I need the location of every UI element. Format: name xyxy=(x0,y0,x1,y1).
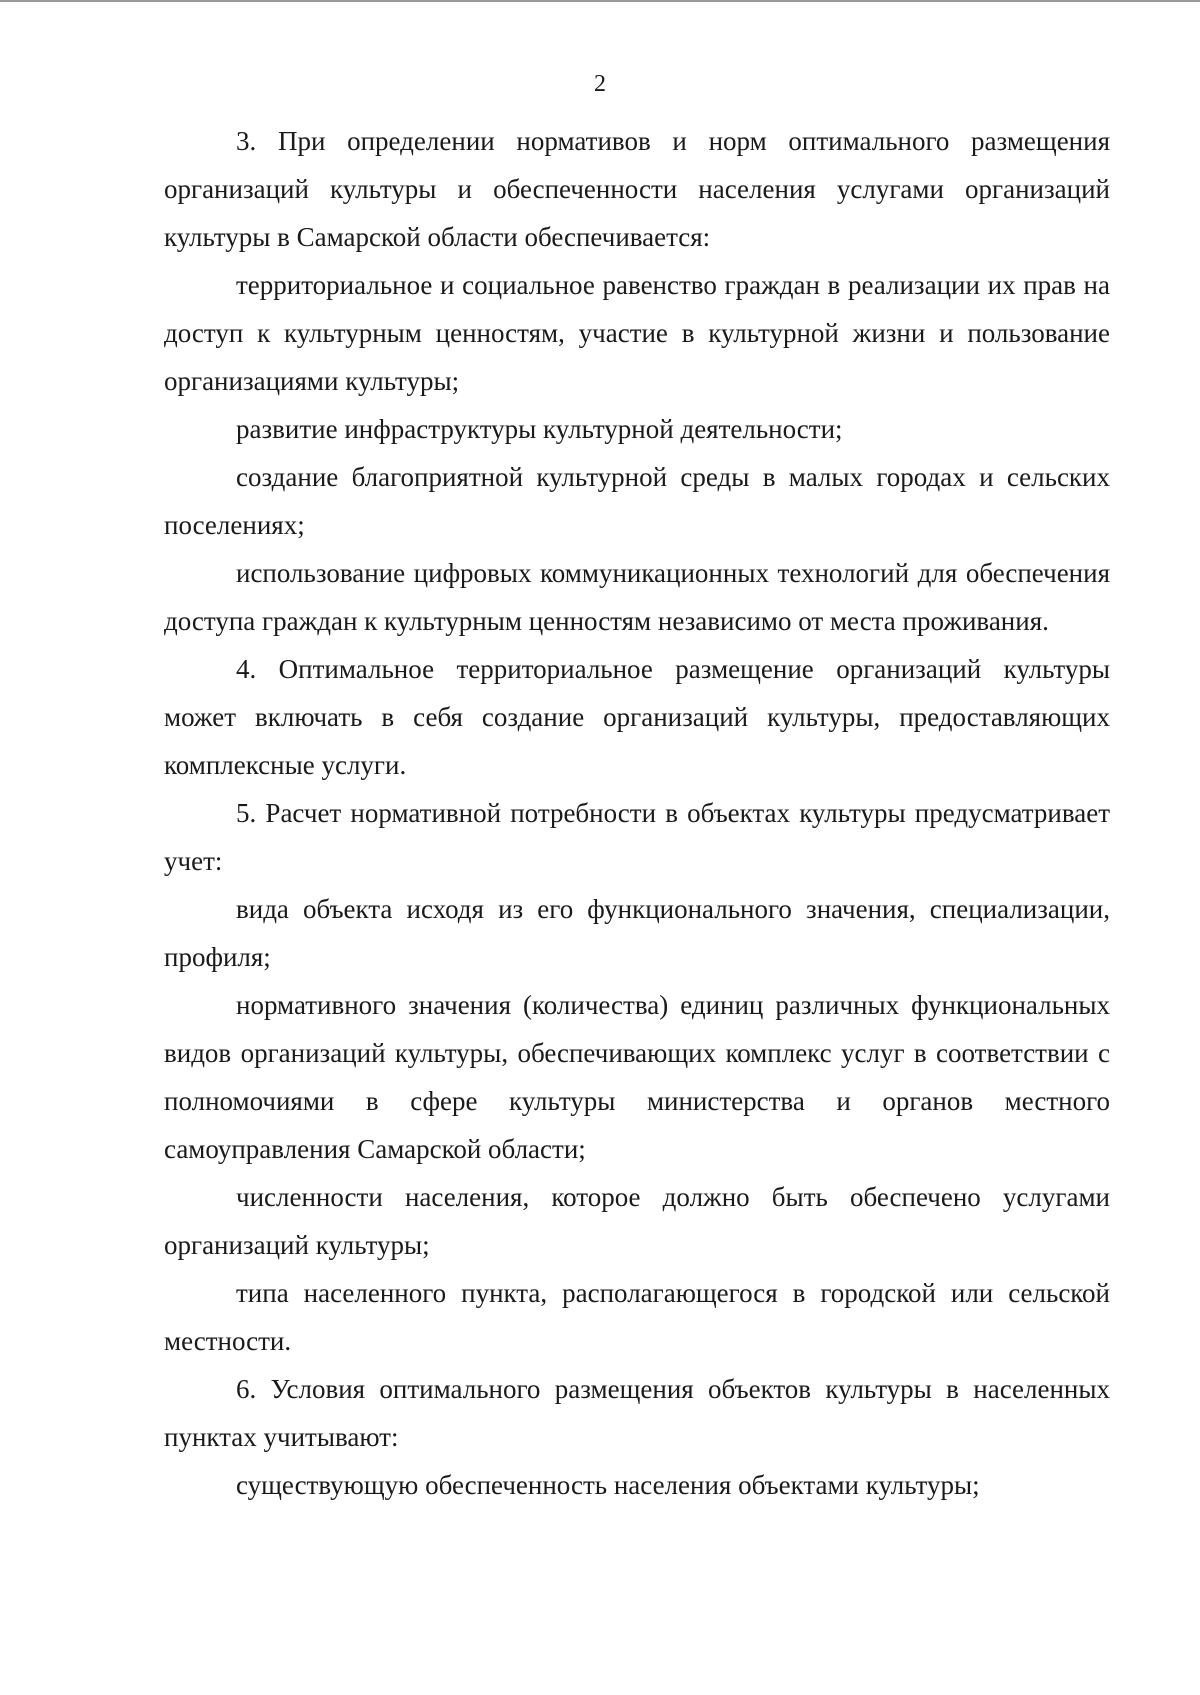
paragraph-6-item-existing: существующую обеспеченность населения объектами культуры; xyxy=(236,1470,980,1500)
paragraph-4: 4. Оптимальное территориальное размещение организаций культуры может включать в себя создание организаций культуры, предоставляющих комплексные услуги. xyxy=(164,654,1110,780)
paragraph-5-item-population: численности населения, которое должно быть обеспечено услугами организаций культуры; xyxy=(164,1182,1110,1260)
paragraph-6: 6. Условия оптимального размещения объектов культуры в населенных пунктах учитывают: xyxy=(164,1374,1110,1452)
paragraph-5-item-settlement: типа населенного пункта, располагающегося в городской или сельской местности. xyxy=(164,1278,1110,1356)
document-body xyxy=(164,117,1110,1509)
top-border-line xyxy=(0,0,1200,2)
paragraph-3-item-digital: использование цифровых коммуникационных технологий для обеспечения доступа граждан к культурным ценностям независимо от места проживания. xyxy=(164,558,1110,636)
paragraph-3: 3. При определении нормативов и норм оптимального размещения организаций культуры и обеспеченности населения услугами организаций культуры в Самарской области обеспечивается: xyxy=(164,126,1110,252)
paragraph-3-item-infrastructure: развитие инфраструктуры культурной деятельности; xyxy=(236,414,843,444)
paragraph-5-item-type: вида объекта исходя из его функционального значения, специализации, профиля; xyxy=(164,894,1110,972)
paragraph-5-item-normative: нормативного значения (количества) единиц различных функциональных видов организаций культуры, обеспечивающих комплекс услуг в соответствии с полномочиями в сфере культуры министерства и органов местного самоуправления Самарской области; xyxy=(164,990,1110,1164)
page-number: 2 xyxy=(594,71,606,97)
paragraph-3-item-equality: территориальное и социальное равенство граждан в реализации их прав на доступ к культурным ценностям, участие в культурной жизни и пользование организациями культуры; xyxy=(164,270,1110,396)
paragraph-3-item-environment: создание благоприятной культурной среды в малых городах и сельских поселениях; xyxy=(164,462,1110,540)
paragraph-5: 5. Расчет нормативной потребности в объектах культуры предусматривает учет: xyxy=(164,798,1110,876)
